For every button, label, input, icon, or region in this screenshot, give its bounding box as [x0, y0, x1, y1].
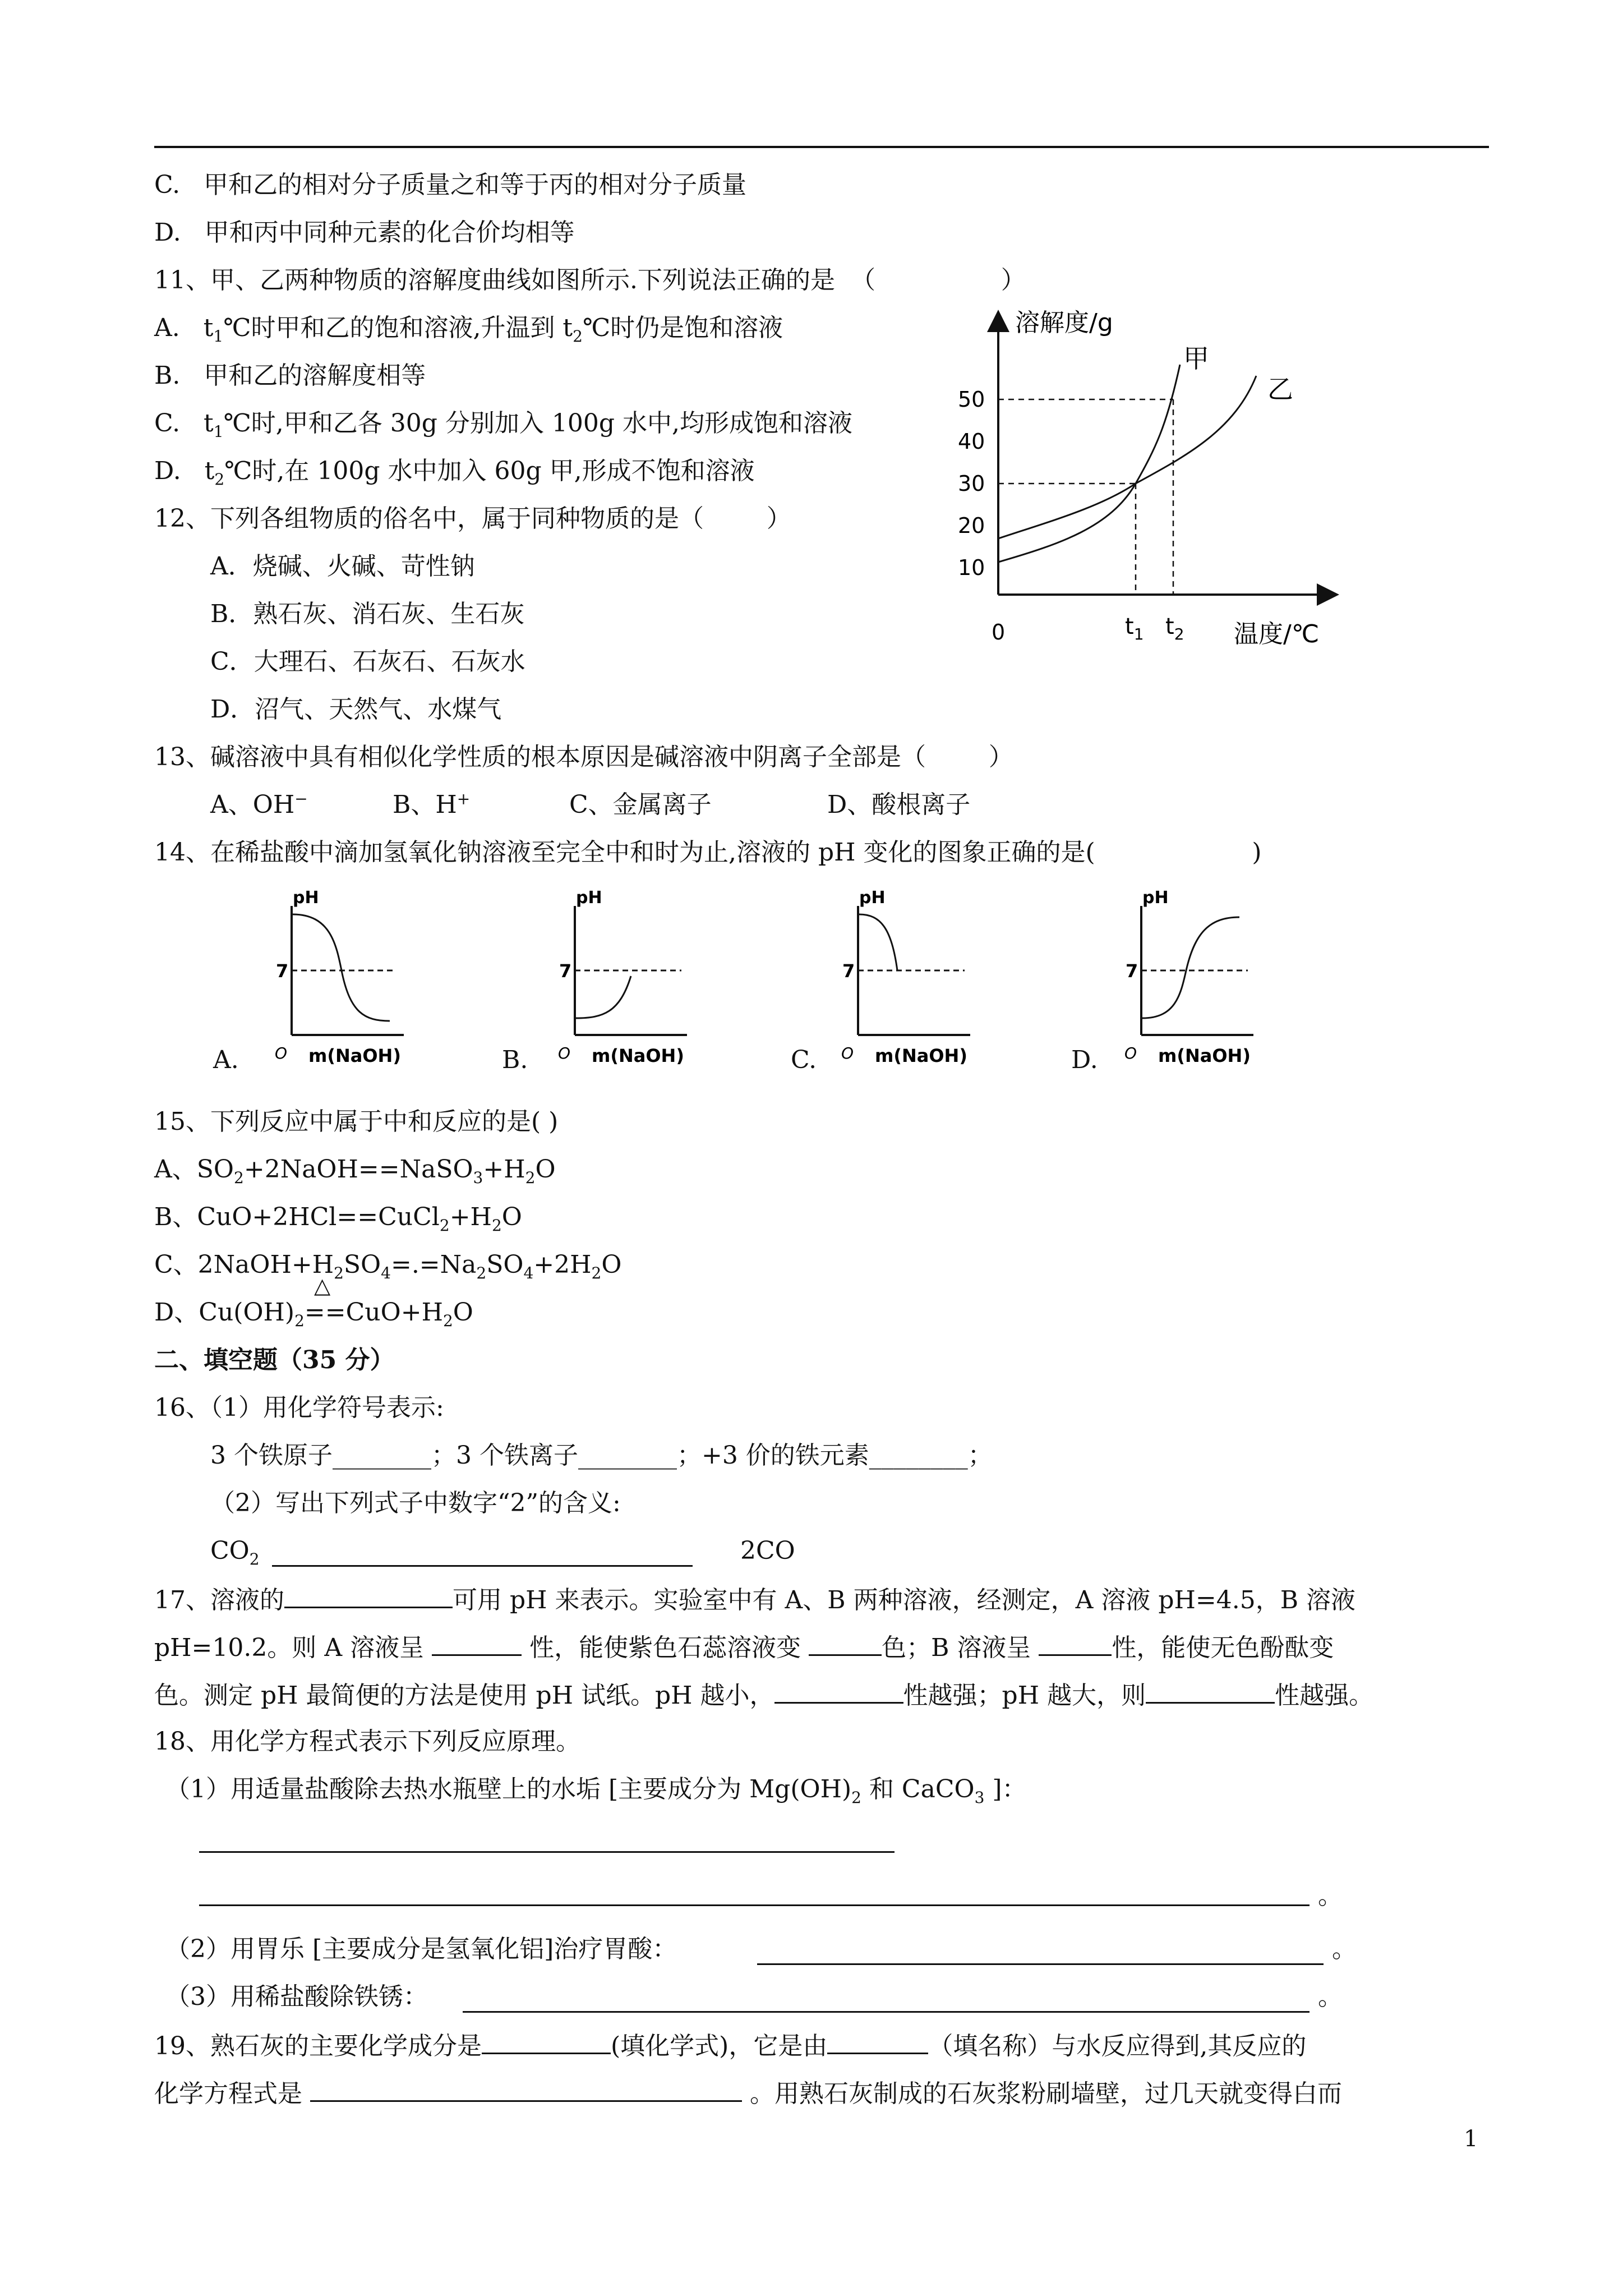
q18-part3-period: 。 — [1318, 1982, 1343, 2011]
ph-graph-a — [269, 884, 460, 1074]
ph-curve — [576, 976, 631, 1018]
seven-label: 7 — [1126, 960, 1138, 982]
q19-line2: 化学方程式是 。用熟石灰制成的石灰浆粉刷墙壁，过几天就变得白而 — [154, 2076, 1342, 2111]
origin-label: O — [558, 1044, 571, 1062]
origin-label: O — [275, 1044, 288, 1062]
y-tick-10: 10 — [958, 555, 985, 580]
q16-co2-blank[interactable] — [272, 1565, 693, 1567]
q16-part2: （2）写出下列式子中数字“2”的含义: — [210, 1489, 621, 1517]
q17-line3: 色。测定 pH 最简便的方法是使用 pH 试纸。pH 越小， 性越强；pH 越大，则 性越强。 — [154, 1677, 1373, 1713]
q17-blank-2[interactable] — [432, 1630, 522, 1656]
q16-stem: 16、（1）用化学符号表示: — [154, 1393, 444, 1422]
y-tick-20: 20 — [958, 513, 985, 538]
ph-label: pH — [293, 888, 319, 908]
ph-curve — [1142, 917, 1239, 1018]
ph-graph-d — [1119, 884, 1310, 1074]
seven-label: 7 — [842, 960, 855, 982]
ph-graph-c — [836, 884, 1026, 1074]
q18-part2-blank[interactable] — [757, 1963, 1324, 1965]
page-number: 1 — [1464, 2126, 1478, 2152]
ph-label: pH — [859, 888, 886, 908]
y-tick-40: 40 — [958, 429, 985, 454]
ph-label: pH — [1142, 888, 1169, 908]
q10-option-d: D. 甲和丙中同种元素的化合价均相等 — [154, 218, 575, 247]
q13-option-d: D、酸根离子 — [827, 790, 971, 819]
q13-option-b: B、H+ — [393, 789, 471, 819]
q11-option-a: A. $t_1℃$时甲和乙的饱和溶液,升温到 $t_2℃$时仍是饱和溶液 — [154, 314, 783, 346]
q12-stem: 12、下列各组物质的俗名中，属于同种物质的是（ ） — [154, 504, 791, 533]
y-tick-30: 30 — [958, 471, 985, 496]
q18-part1-blank-1[interactable] — [199, 1851, 895, 1853]
q14-label-b: B. — [502, 1046, 528, 1074]
section-title-fill-in: 二、填空题（35 分） — [154, 1346, 395, 1374]
q18-part1: （1）用适量盐酸除去热水瓶壁上的水垢 [主要成分为 $Mg(OH)_2$ 和 CaCO$_3$ ]： — [165, 1775, 1027, 1807]
q16-2co: 2CO — [740, 1536, 795, 1565]
q17-line1: 17、溶液的 可用 pH 来表示。实验室中有 A、B 两种溶液，经测定，A 溶液 pH=4.5，B 溶液 — [154, 1582, 1355, 1617]
solubility-graph — [942, 303, 1346, 662]
x-label: m(NaOH) — [592, 1045, 684, 1066]
q14-label-a: A. — [213, 1046, 239, 1074]
q18-stem: 18、用化学方程式表示下列反应原理。 — [154, 1727, 580, 1756]
x-axis-label: 温度/℃ — [1234, 620, 1320, 648]
q18-part2-period: 。 — [1332, 1935, 1357, 1963]
q13-option-c: C、金属离子 — [569, 790, 712, 819]
ph-curve — [859, 914, 897, 970]
q14-label-d: D. — [1071, 1046, 1098, 1074]
label-jia: 甲 — [1183, 343, 1209, 374]
q15-option-c: C、$2NaOH+H_2SO_4=.=Na_2SO_4+2H_2O$ — [154, 1250, 622, 1282]
q15-stem: 15、下列反应中属于中和反应的是( ) — [154, 1107, 559, 1136]
q18-part2: （2）用胃乐 [主要成分是氢氧化铝]治疗胃酸： — [165, 1935, 677, 1963]
q18-part3-blank[interactable] — [463, 2011, 1310, 2013]
origin-label: O — [1124, 1044, 1137, 1062]
origin-label: O — [841, 1044, 854, 1062]
q19-line1: 19、熟石灰的主要化学成分是 (填化学式)，它是由 （填名称）与水反应得到,其反应的 — [154, 2028, 1306, 2063]
q18-part1-blank-2[interactable] — [199, 1904, 1310, 1906]
q11-option-d: D. $t_2℃$时,在 100g 水中加入 60g 甲,形成不饱和溶液 — [154, 457, 755, 489]
t2-label: $t_2$ — [1165, 614, 1184, 643]
origin-label: 0 — [992, 620, 1006, 645]
q15-option-d: D、$Cu(OH)_2==CuO+H_2O$ — [154, 1298, 473, 1330]
q11-option-b: B. 甲和乙的溶解度相等 — [154, 361, 426, 390]
label-yi: 乙 — [1267, 374, 1293, 404]
q12-option-a: A．烧碱、火碱、苛性钠 — [210, 552, 475, 581]
header-rule — [154, 146, 1489, 148]
q17-blank-1[interactable] — [284, 1582, 453, 1608]
heat-triangle: △ — [314, 1273, 331, 1298]
q17-blank-5[interactable] — [774, 1677, 903, 1704]
q18-part1-period: 。 — [1318, 1881, 1343, 1910]
q10-option-c: C. 甲和乙的相对分子质量之和等于丙的相对分子质量 — [154, 171, 747, 199]
q19-blank-1[interactable] — [482, 2028, 611, 2054]
q17-blank-4[interactable] — [1039, 1630, 1112, 1656]
ph-graph-b — [552, 884, 743, 1074]
q12-option-c: C．大理石、石灰石、石灰水 — [210, 647, 525, 676]
q11-option-c: C. $t_1℃$时,甲和乙各 30g 分别加入 100g 水中,均形成饱和溶液 — [154, 409, 853, 441]
ph-label: pH — [576, 888, 602, 908]
y-tick-50: 50 — [958, 387, 985, 412]
q19-blank-2[interactable] — [827, 2028, 928, 2054]
x-label: m(NaOH) — [1158, 1045, 1251, 1066]
seven-label: 7 — [276, 960, 289, 982]
q19-blank-3[interactable] — [310, 2076, 742, 2102]
q11-stem: 11、甲、乙两种物质的溶解度曲线如图所示.下列说法正确的是 （ ） — [154, 266, 1026, 295]
q17-line2: pH=10.2。则 A 溶液呈 性，能使紫色石蕊溶液变 色；B 溶液呈 性，能使无色酚酞变 — [154, 1630, 1334, 1665]
t1-label: $t_1$ — [1125, 614, 1144, 643]
q15-option-a: A、$SO_2+2NaOH==NaSO_3+H_2O$ — [154, 1155, 556, 1187]
curve-jia — [998, 365, 1180, 562]
q16-co2: $CO_2$ — [210, 1536, 260, 1568]
q17-blank-6[interactable] — [1146, 1677, 1275, 1704]
q13-stem: 13、碱溶液中具有相似化学性质的根本原因是碱溶液中阴离子全部是（ ） — [154, 743, 1013, 771]
q12-option-b: B．熟石灰、消石灰、生石灰 — [210, 600, 525, 628]
x-label: m(NaOH) — [875, 1045, 967, 1066]
q16-line1: 3 个铁原子________；3 个铁离子________；+3 价的铁元素________； — [210, 1441, 993, 1470]
ph-curve — [293, 914, 390, 1021]
q12-option-d: D．沼气、天然气、水煤气 — [210, 695, 502, 724]
q13-option-a: A、OH− — [210, 789, 308, 819]
q15-option-b: B、$CuO+2HCl==CuCl_2+H_2O$ — [154, 1203, 522, 1235]
q18-part3: （3）用稀盐酸除铁锈： — [165, 1982, 428, 2011]
q14-label-c: C. — [791, 1046, 817, 1074]
y-axis-label: 溶解度/g — [1015, 309, 1113, 337]
x-label: m(NaOH) — [308, 1045, 401, 1066]
q17-blank-3[interactable] — [809, 1630, 882, 1656]
seven-label: 7 — [559, 960, 572, 982]
q14-stem: 14、在稀盐酸中滴加氢氧化钠溶液至完全中和时为止,溶液的 pH 变化的图象正确的是( ) — [154, 838, 1262, 867]
curve-yi — [998, 376, 1256, 539]
